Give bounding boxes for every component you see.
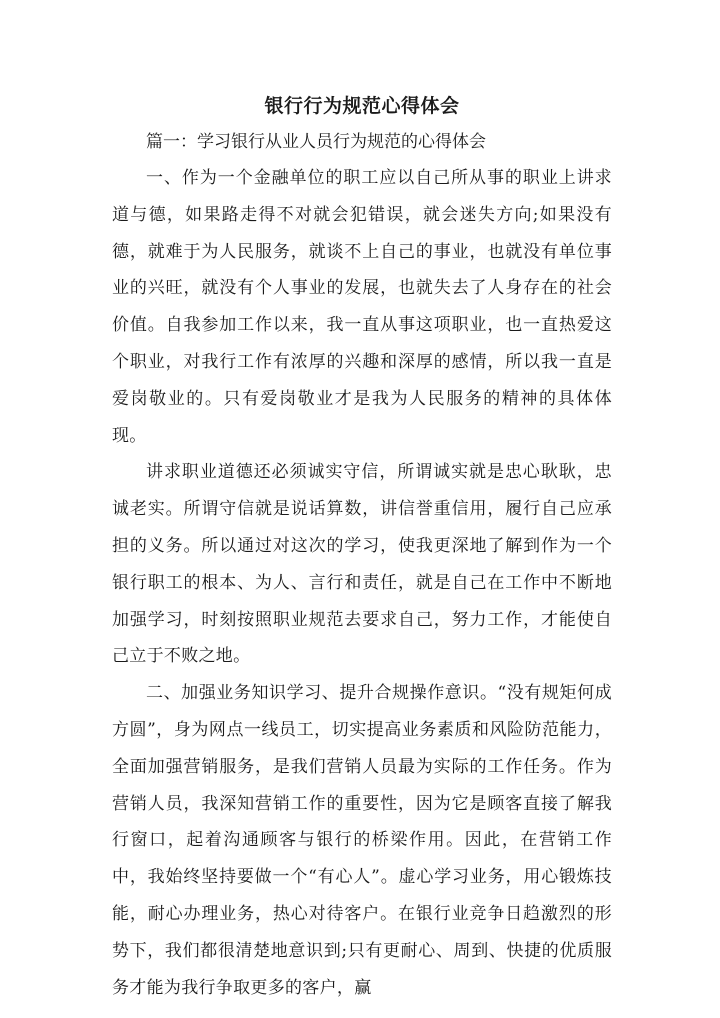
document-page [112,88,612,1006]
paragraph-2: 讲求职业道德还必须诚实守信，所谓诚实就是忠心耿耿，忠诚老实。所谓守信就是说话算数，讲信誉重信用，履行自己应承担的义务。所以通过对这次的学习，使我更深地了解到作为一个银行职工的根本、为人、言行和责任，就是自己在工作中不断地加强学习，时刻按照职业规范去要求自己，努力工作，才能使自己立于不败之地。 [112,462,612,667]
document-subtitle: 篇一：学习银行从业人员行为规范的心得体会 [146,132,486,152]
paragraph-3: 二、加强业务知识学习、提升合规操作意识。“没有规矩何成方圆”，身为网点一线员工，切实提高业务素质和风险防范能力，全面加强营销服务，是我们营销人员最为实际的工作任务。作为营销人员，我深知营销工作的重要性，因为它是顾客直接了解我行窗口，起着沟通顾客与银行的桥梁作用。因此，在营销工作中，我始终坚持要做一个“有心人”。虚心学习业务，用心锻炼技能，耐心办理业务，热心对待客户。在银行业竞争日趋激烈的形势下，我们都很清楚地意识到;只有更耐心、周到、快捷的优质服务才能为我行争取更多的客户，赢 [112,683,612,998]
document-title: 银行行为规范心得体会 [264,95,460,117]
paragraph-1: 一、作为一个金融单位的职工应以自己所从事的职业上讲求道与德，如果路走得不对就会犯错误，就会迷失方向;如果没有德，就难于为人民服务，就谈不上自己的事业，也就没有单位事业的兴旺，就没有个人事业的发展，也就失去了人身存在的社会价值。自我参加工作以来，我一直从事这项职业，也一直热爱这个职业，对我行工作有浓厚的兴趣和深厚的感情，所以我一直是爱岗敬业的。只有爱岗敬业才是我为人民服务的精神的具体体现。 [112,168,612,446]
